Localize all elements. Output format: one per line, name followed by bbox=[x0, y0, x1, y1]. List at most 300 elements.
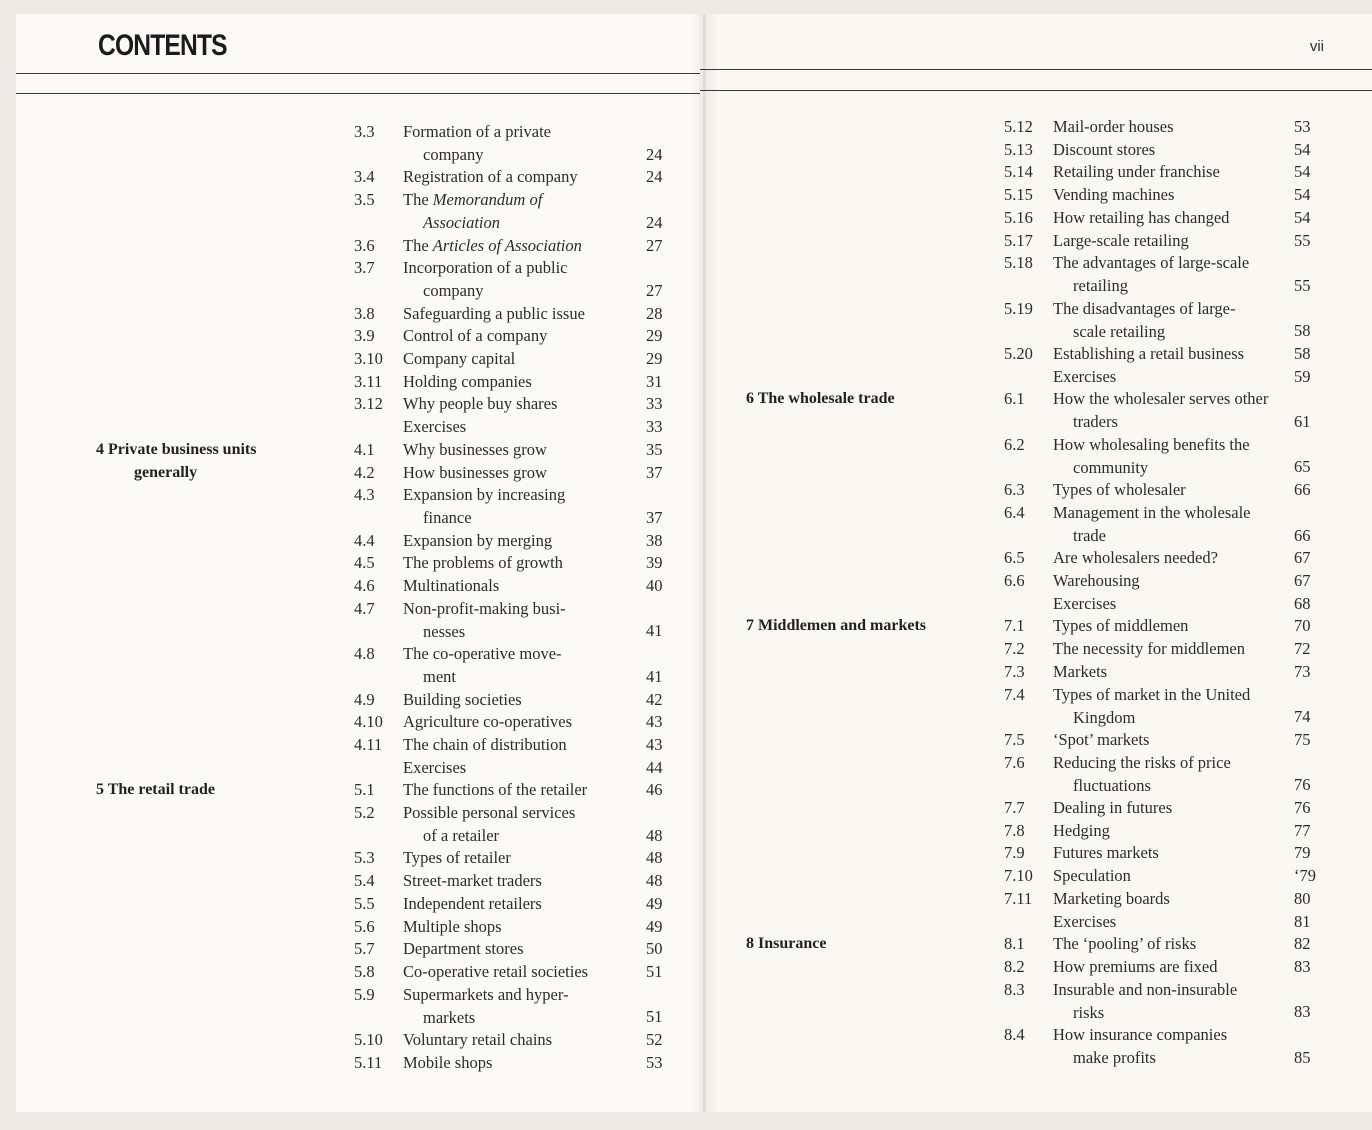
page-ref: 46 bbox=[646, 780, 663, 800]
page-ref: 83 bbox=[1294, 956, 1311, 976]
page-ref: 48 bbox=[646, 848, 663, 868]
title-line: Why businesses grow bbox=[403, 439, 547, 459]
title-line: The problems of growth bbox=[403, 553, 563, 573]
section-number: 4.4 bbox=[354, 530, 375, 550]
section-number: 3.7 bbox=[354, 258, 375, 278]
section-number: 7.4 bbox=[1004, 684, 1025, 704]
section-title bbox=[1053, 115, 1174, 138]
section-number: 5.2 bbox=[354, 803, 375, 822]
page-ref: 82 bbox=[1294, 934, 1311, 954]
page-ref: 41 bbox=[646, 621, 663, 641]
page-ref: 54 bbox=[1294, 139, 1311, 159]
title-line: Types of retailer bbox=[403, 848, 511, 868]
section-title bbox=[1053, 183, 1174, 206]
section-number: 4.7 bbox=[354, 598, 375, 618]
section-number: 4.1 bbox=[354, 439, 375, 459]
page-ref: 76 bbox=[1294, 798, 1311, 817]
chapter-title: 8 Insurance bbox=[746, 935, 827, 953]
page-ref: 41 bbox=[646, 666, 663, 686]
title-line: Street-market traders bbox=[403, 871, 542, 891]
header-rule bbox=[700, 69, 1372, 70]
title-line: Reducing the risks of price bbox=[1053, 752, 1231, 772]
title-line: Dealing in futures bbox=[1053, 798, 1173, 817]
title-line: Types of middlemen bbox=[1053, 616, 1189, 636]
page-ref: 67 bbox=[1294, 571, 1311, 590]
section-title bbox=[403, 392, 557, 415]
section-title bbox=[403, 234, 582, 257]
section-number: 3.3 bbox=[354, 122, 375, 141]
page-ref: 54 bbox=[1294, 207, 1311, 227]
page-ref: 29 bbox=[646, 326, 663, 346]
section-title bbox=[403, 983, 569, 1029]
title-line-continued: Kingdom bbox=[1073, 707, 1136, 727]
section-title bbox=[403, 688, 522, 711]
title-line: Insurable and non-insurable bbox=[1053, 979, 1238, 999]
section-title bbox=[403, 165, 578, 188]
title-line: Are wholesalers needed? bbox=[1053, 548, 1218, 568]
title-line: Large-scale retailing bbox=[1053, 230, 1189, 250]
title-line-continued: scale retailing bbox=[1073, 321, 1166, 341]
section-number: 5.10 bbox=[354, 1030, 383, 1049]
section-number: 3.12 bbox=[354, 394, 383, 414]
section-title bbox=[403, 551, 563, 574]
section-title bbox=[1053, 297, 1236, 343]
page-ref: 37 bbox=[646, 507, 663, 527]
title-line: Non-profit-making busi- bbox=[403, 598, 566, 618]
section-title bbox=[403, 892, 542, 915]
title-line: ‘Spot’ markets bbox=[1053, 729, 1150, 749]
title-line-continued: risks bbox=[1073, 1002, 1105, 1022]
section-number: 6.3 bbox=[1004, 480, 1025, 500]
title-line: Types of market in the United bbox=[1053, 684, 1251, 704]
page-ref: ‘79 bbox=[1294, 866, 1316, 886]
section-number: 4.3 bbox=[354, 485, 375, 505]
section-title bbox=[1053, 501, 1250, 547]
right-page bbox=[700, 14, 1372, 1112]
section-number: 5.9 bbox=[354, 984, 375, 1004]
section-title bbox=[403, 302, 585, 325]
section-number: 7.5 bbox=[1004, 729, 1025, 749]
title-line-continued: ment bbox=[423, 667, 456, 687]
contents-heading: CONTENTS bbox=[98, 29, 227, 62]
section-number: 4.2 bbox=[354, 462, 375, 482]
section-title bbox=[1053, 978, 1237, 1024]
section-number: 3.8 bbox=[354, 303, 375, 323]
section-title bbox=[1053, 433, 1250, 479]
section-title bbox=[403, 483, 565, 529]
section-title bbox=[1053, 138, 1155, 161]
page-ref: 27 bbox=[646, 280, 663, 300]
title-line: Establishing a retail business bbox=[1053, 344, 1245, 363]
chapter-heading bbox=[96, 778, 215, 801]
section-title bbox=[403, 778, 587, 801]
title-line: Co-operative retail societies bbox=[403, 961, 589, 981]
section-title bbox=[403, 415, 466, 438]
section-number: 5.18 bbox=[1004, 253, 1033, 273]
section-number: 4.6 bbox=[354, 576, 375, 595]
page-ref: 66 bbox=[1294, 480, 1311, 500]
page-ref: 72 bbox=[1294, 639, 1311, 659]
section-number: 5.14 bbox=[1004, 162, 1033, 182]
page-ref: 42 bbox=[646, 689, 663, 709]
book-gutter bbox=[690, 14, 718, 1112]
section-title bbox=[403, 597, 566, 643]
page-ref: 76 bbox=[1294, 775, 1311, 795]
section-title bbox=[403, 710, 572, 733]
chapter-heading bbox=[746, 614, 926, 637]
section-title bbox=[403, 756, 466, 779]
section-title bbox=[1053, 229, 1189, 252]
title-line: Department stores bbox=[403, 939, 524, 959]
section-title bbox=[1053, 251, 1249, 297]
page-ref: 74 bbox=[1294, 707, 1311, 727]
title-line: Warehousing bbox=[1053, 571, 1140, 590]
chapter-heading bbox=[746, 932, 826, 955]
section-number: 3.5 bbox=[354, 190, 375, 210]
page-ref: 29 bbox=[646, 349, 663, 368]
title-line: Mail-order houses bbox=[1053, 117, 1174, 136]
section-title bbox=[1053, 342, 1244, 365]
title-line: Exercises bbox=[403, 757, 467, 777]
page-ref: 80 bbox=[1294, 888, 1311, 908]
page-ref: 73 bbox=[1294, 661, 1311, 681]
section-title bbox=[1053, 160, 1220, 183]
page-ref: 77 bbox=[1294, 820, 1311, 840]
section-title bbox=[403, 1051, 492, 1074]
chapter-heading bbox=[746, 387, 895, 410]
section-number: 5.17 bbox=[1004, 230, 1033, 250]
chapter-title: 4 Private business units bbox=[96, 440, 257, 458]
page-ref: 85 bbox=[1294, 1047, 1311, 1067]
section-number: 7.3 bbox=[1004, 661, 1025, 681]
title-line: Expansion by increasing bbox=[403, 485, 566, 505]
section-number: 5.16 bbox=[1004, 207, 1033, 227]
section-number: 5.1 bbox=[354, 780, 375, 800]
title-line: Hedging bbox=[1053, 820, 1110, 840]
page-ref: 28 bbox=[646, 303, 663, 323]
page-ref: 53 bbox=[1294, 117, 1311, 136]
page-ref: 49 bbox=[646, 916, 663, 936]
section-number: 7.8 bbox=[1004, 820, 1025, 840]
section-number: 5.13 bbox=[1004, 139, 1033, 159]
section-number: 8.1 bbox=[1004, 934, 1025, 954]
section-title bbox=[1053, 387, 1268, 433]
page-ref: 39 bbox=[646, 553, 663, 573]
section-number: 7.10 bbox=[1004, 866, 1033, 886]
title-line: The advantages of large-scale bbox=[1053, 253, 1250, 273]
page-number: vii bbox=[1309, 38, 1324, 55]
section-number: 5.19 bbox=[1004, 298, 1033, 318]
section-title bbox=[1053, 592, 1116, 615]
section-number: 5.5 bbox=[354, 893, 375, 913]
section-title bbox=[1053, 728, 1149, 751]
section-number: 3.6 bbox=[354, 235, 375, 255]
page-ref: 68 bbox=[1294, 593, 1311, 613]
title-line: Formation of a private bbox=[403, 122, 552, 141]
section-title bbox=[403, 937, 524, 960]
page-ref: 59 bbox=[1294, 366, 1311, 386]
section-title bbox=[403, 256, 567, 302]
page-ref: 43 bbox=[646, 734, 663, 754]
section-title bbox=[1053, 955, 1218, 978]
section-title bbox=[1053, 841, 1159, 864]
section-title bbox=[1053, 751, 1231, 797]
section-number: 8.3 bbox=[1004, 979, 1025, 999]
title-line: Possible personal services bbox=[403, 803, 576, 822]
title-line: How insurance companies bbox=[1053, 1025, 1228, 1044]
title-line: Management in the wholesale bbox=[1053, 502, 1251, 522]
section-title bbox=[403, 188, 542, 234]
title-italic: Memorandum of bbox=[432, 190, 543, 210]
title-line: The chain of distribution bbox=[403, 734, 567, 754]
section-number: 4.8 bbox=[354, 644, 375, 664]
section-number: 7.2 bbox=[1004, 639, 1025, 659]
section-number: 6.5 bbox=[1004, 548, 1025, 568]
title-line: How retailing has changed bbox=[1053, 207, 1230, 227]
page-ref: 27 bbox=[646, 235, 663, 255]
section-title bbox=[1053, 819, 1110, 842]
title-line: Registration of a company bbox=[403, 167, 578, 187]
section-title bbox=[403, 869, 542, 892]
title-line-continued: nesses bbox=[423, 621, 466, 641]
title-text: The bbox=[403, 235, 433, 255]
chapter-heading bbox=[96, 438, 256, 484]
section-number: 7.6 bbox=[1004, 752, 1025, 772]
section-number: 5.8 bbox=[354, 961, 375, 981]
title-line: Safeguarding a public issue bbox=[403, 303, 585, 323]
chapter-title: 6 The wholesale trade bbox=[746, 390, 895, 408]
title-line: Why people buy shares bbox=[403, 394, 558, 414]
section-title bbox=[1053, 614, 1188, 637]
section-number: 8.2 bbox=[1004, 956, 1025, 976]
section-title bbox=[1053, 1023, 1227, 1069]
section-title bbox=[1053, 660, 1107, 683]
section-number: 7.11 bbox=[1004, 888, 1033, 908]
title-line: Discount stores bbox=[1053, 139, 1156, 159]
page-ref: 33 bbox=[646, 417, 663, 437]
page-ref: 49 bbox=[646, 893, 663, 913]
section-number: 4.5 bbox=[354, 553, 375, 573]
page-ref: 79 bbox=[1294, 843, 1311, 863]
title-line-continued: of a retailer bbox=[423, 826, 500, 845]
section-number: 3.9 bbox=[354, 326, 375, 346]
title-line: Marketing boards bbox=[1053, 888, 1170, 908]
title-line: Multinationals bbox=[403, 576, 500, 595]
title-line: How wholesaling benefits the bbox=[1053, 434, 1250, 454]
title-line-continued: community bbox=[1073, 457, 1149, 477]
page-ref: 24 bbox=[646, 144, 663, 164]
page-ref: 75 bbox=[1294, 729, 1311, 749]
page-ref: 48 bbox=[646, 871, 663, 891]
title-line: Multiple shops bbox=[403, 916, 502, 936]
section-title bbox=[403, 1028, 552, 1051]
page-ref: 55 bbox=[1294, 230, 1311, 250]
section-number: 4.11 bbox=[354, 734, 383, 754]
page-ref: 81 bbox=[1294, 911, 1311, 931]
section-title bbox=[1053, 932, 1196, 955]
section-title bbox=[403, 347, 515, 370]
title-line: The ‘pooling’ of risks bbox=[1053, 934, 1197, 954]
section-title bbox=[1053, 206, 1229, 229]
page-ref: 70 bbox=[1294, 616, 1311, 636]
page-ref: 24 bbox=[646, 167, 663, 187]
section-title bbox=[403, 461, 547, 484]
section-title bbox=[403, 642, 562, 688]
page-ref: 33 bbox=[646, 394, 663, 414]
page-ref: 61 bbox=[1294, 412, 1311, 432]
section-title bbox=[1053, 796, 1172, 819]
title-line-continued: company bbox=[423, 145, 484, 164]
title-line: Holding companies bbox=[403, 371, 532, 391]
section-title bbox=[403, 370, 532, 393]
section-number: 7.1 bbox=[1004, 616, 1025, 636]
chapter-title: 7 Middlemen and markets bbox=[746, 617, 926, 635]
page-ref: 38 bbox=[646, 530, 663, 550]
section-number: 5.6 bbox=[354, 916, 375, 936]
section-title bbox=[1053, 910, 1116, 933]
header-rule-lower bbox=[700, 90, 1372, 91]
title-text: The bbox=[403, 190, 433, 210]
section-title bbox=[403, 438, 547, 461]
section-title bbox=[1053, 637, 1245, 660]
section-title bbox=[1053, 569, 1140, 592]
title-line: Exercises bbox=[1053, 593, 1117, 613]
section-number: 4.10 bbox=[354, 712, 383, 732]
chapter-title-continued: generally bbox=[134, 463, 198, 481]
page-ref: 66 bbox=[1294, 525, 1311, 545]
title-line: Exercises bbox=[1053, 911, 1117, 931]
title-line-continued: markets bbox=[423, 1007, 476, 1027]
page-ref: 58 bbox=[1294, 344, 1311, 363]
section-number: 5.3 bbox=[354, 848, 375, 868]
section-number: 5.4 bbox=[354, 871, 375, 891]
title-line: The functions of the retailer bbox=[403, 780, 588, 800]
section-number: 6.1 bbox=[1004, 389, 1025, 409]
title-line: Agriculture co-operatives bbox=[403, 712, 573, 732]
section-title bbox=[403, 120, 551, 166]
page-ref: 44 bbox=[646, 757, 663, 777]
section-number: 6.2 bbox=[1004, 434, 1025, 454]
title-line: The necessity for middlemen bbox=[1053, 639, 1245, 659]
left-page bbox=[16, 14, 700, 1112]
section-number: 7.7 bbox=[1004, 798, 1025, 817]
page-ref: 67 bbox=[1294, 548, 1311, 568]
title-line-continued: finance bbox=[423, 508, 472, 528]
section-number: 4.9 bbox=[354, 689, 375, 709]
title-line: The disadvantages of large- bbox=[1053, 298, 1236, 318]
section-title bbox=[1053, 546, 1218, 569]
title-line: Types of wholesaler bbox=[1053, 480, 1186, 500]
page-ref: 31 bbox=[646, 371, 663, 391]
title-line: Voluntary retail chains bbox=[403, 1030, 553, 1049]
page-ref: 54 bbox=[1294, 162, 1311, 182]
section-title bbox=[1053, 478, 1186, 501]
section-number: 5.20 bbox=[1004, 344, 1033, 363]
title-line: How businesses grow bbox=[403, 462, 547, 482]
section-number: 5.11 bbox=[354, 1052, 383, 1072]
title-line: Mobile shops bbox=[403, 1052, 493, 1072]
section-title bbox=[1053, 864, 1131, 887]
section-title bbox=[403, 846, 511, 869]
title-line: Vending machines bbox=[1053, 185, 1175, 205]
title-line-continued: make profits bbox=[1073, 1048, 1156, 1067]
title-line-continued: traders bbox=[1073, 412, 1118, 432]
title-line: Exercises bbox=[403, 417, 467, 437]
page-ref: 65 bbox=[1294, 457, 1311, 477]
section-number: 3.4 bbox=[354, 167, 375, 187]
section-number: 3.11 bbox=[354, 371, 383, 391]
title-line: Independent retailers bbox=[403, 893, 542, 913]
page-ref: 52 bbox=[646, 1030, 663, 1049]
section-title bbox=[1053, 887, 1170, 910]
page-ref: 24 bbox=[646, 212, 663, 232]
section-number: 5.12 bbox=[1004, 117, 1033, 136]
title-italic: Association bbox=[423, 213, 500, 233]
section-number: 8.4 bbox=[1004, 1025, 1025, 1044]
title-line: How the wholesaler serves other bbox=[1053, 389, 1269, 409]
title-line: Expansion by merging bbox=[403, 530, 553, 550]
section-number: 7.9 bbox=[1004, 843, 1025, 863]
title-line-continued: company bbox=[423, 281, 484, 301]
page-ref: 53 bbox=[646, 1052, 663, 1072]
section-number: 6.4 bbox=[1004, 502, 1025, 522]
title-line: Speculation bbox=[1053, 866, 1131, 886]
title-line: Control of a company bbox=[403, 326, 548, 346]
page-ref: 37 bbox=[646, 462, 663, 482]
title-line: Building societies bbox=[403, 689, 522, 709]
title-line: Exercises bbox=[1053, 366, 1117, 386]
title-line: Futures markets bbox=[1053, 843, 1159, 863]
title-line: Incorporation of a public bbox=[403, 258, 568, 278]
section-number: 6.6 bbox=[1004, 571, 1025, 590]
page-ref: 51 bbox=[646, 1007, 663, 1027]
page-ref: 55 bbox=[1294, 275, 1311, 295]
page-ref: 51 bbox=[646, 961, 663, 981]
title-italic: Articles of Association bbox=[432, 235, 582, 255]
section-number: 5.7 bbox=[354, 939, 375, 959]
section-title bbox=[403, 574, 499, 597]
section-title bbox=[403, 733, 567, 756]
page-ref: 48 bbox=[646, 825, 663, 845]
section-title bbox=[403, 801, 575, 847]
page-ref: 50 bbox=[646, 939, 663, 959]
page-ref: 83 bbox=[1294, 1002, 1311, 1022]
section-title bbox=[1053, 365, 1116, 388]
title-line: Markets bbox=[1053, 661, 1108, 681]
title-line-continued: fluctuations bbox=[1073, 775, 1151, 795]
page-ref: 35 bbox=[646, 439, 663, 459]
title-line-continued: trade bbox=[1073, 525, 1106, 545]
title-line: Supermarkets and hyper- bbox=[403, 984, 569, 1004]
page-ref: 40 bbox=[646, 576, 663, 595]
title-line-continued: retailing bbox=[1073, 276, 1128, 296]
section-title bbox=[403, 324, 547, 347]
section-number: 3.10 bbox=[354, 349, 383, 368]
header-rule bbox=[16, 73, 700, 74]
chapter-title: 5 The retail trade bbox=[96, 781, 215, 799]
title-line: Company capital bbox=[403, 349, 516, 368]
title-line: Retailing under franchise bbox=[1053, 162, 1220, 182]
title-line: How premiums are fixed bbox=[1053, 956, 1218, 976]
page-ref: 54 bbox=[1294, 185, 1311, 205]
section-title bbox=[403, 529, 552, 552]
section-title bbox=[403, 915, 502, 938]
section-number: 5.15 bbox=[1004, 185, 1033, 205]
title-line: The co-operative move- bbox=[403, 644, 562, 664]
page-ref: 43 bbox=[646, 712, 663, 732]
section-title bbox=[403, 960, 588, 983]
page-ref: 58 bbox=[1294, 321, 1311, 341]
